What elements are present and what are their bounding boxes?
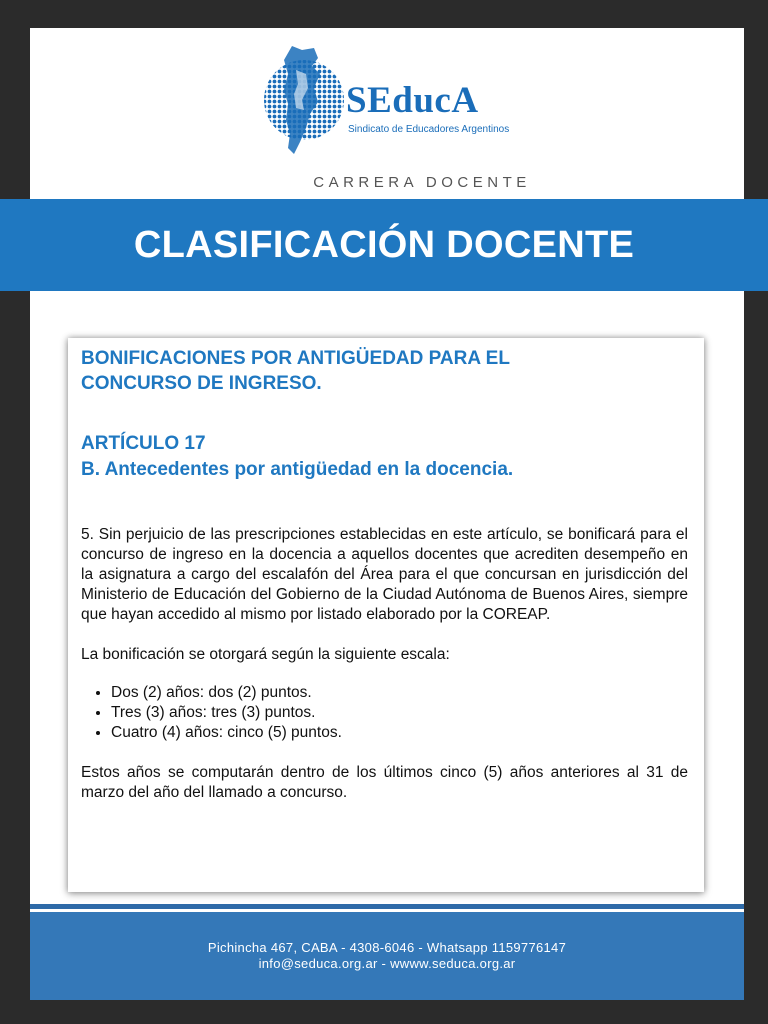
content-heading <box>81 346 688 396</box>
content-card <box>68 338 704 892</box>
paragraph-3: Estos años se computarán dentro de los últimos cinco (5) años anteriores al 31 de marzo del año del llamado a concurso. <box>81 764 688 801</box>
article-subtitle: B. Antecedentes por antigüedad en la docencia. <box>81 459 514 480</box>
scale-list <box>81 683 688 743</box>
article-title: ARTÍCULO 17 <box>81 433 206 454</box>
footer <box>30 912 744 1000</box>
argentina-map-icon <box>262 44 346 164</box>
paragraph-2: La bonificación se otorgará según la siguiente escala: <box>81 646 450 663</box>
article-body <box>81 525 688 803</box>
footer-contact: Pichincha 467, CABA - 4308-6046 - Whatsapp 1159776147 <box>207 940 567 955</box>
title-banner <box>0 199 768 291</box>
section-label: CARRERA DOCENTE <box>313 174 531 191</box>
article-block <box>81 431 688 483</box>
footer-links: info@seduca.org.ar - wwww.seduca.org.ar <box>258 956 516 971</box>
list-item: • Tres (3) años: tres (3) puntos. <box>111 703 688 723</box>
seduca-logo <box>262 44 522 164</box>
page-title: CLASIFICACIÓN DOCENTE <box>133 223 635 266</box>
heading-line-2: CONCURSO DE INGRESO. <box>81 373 322 394</box>
brand-name: SEducA <box>346 80 479 121</box>
list-item: • Cuatro (4) años: cinco (5) puntos. <box>111 723 688 743</box>
footer-divider <box>30 904 744 909</box>
brand-subtitle: Sindicato de Educadores Argentinos <box>348 124 510 135</box>
heading-line-1: BONIFICACIONES POR ANTIGÜEDAD PARA EL <box>81 348 510 369</box>
list-item: • Dos (2) años: dos (2) puntos. <box>111 683 688 703</box>
paragraph-1: 5. Sin perjuicio de las prescripciones establecidas en este artículo, se bonificará para el concurso de ingreso en la docencia a aquellos docentes que acrediten desempeño en la asignatura a cargo del escalafón del Área para el que concursan en jurisdicción del Ministerio de Educación del Gobierno de la Ciudad Autónoma de Buenos Aires, siempre que hayan accedido al mismo por listado elaborado por la COREAP. <box>81 526 688 623</box>
